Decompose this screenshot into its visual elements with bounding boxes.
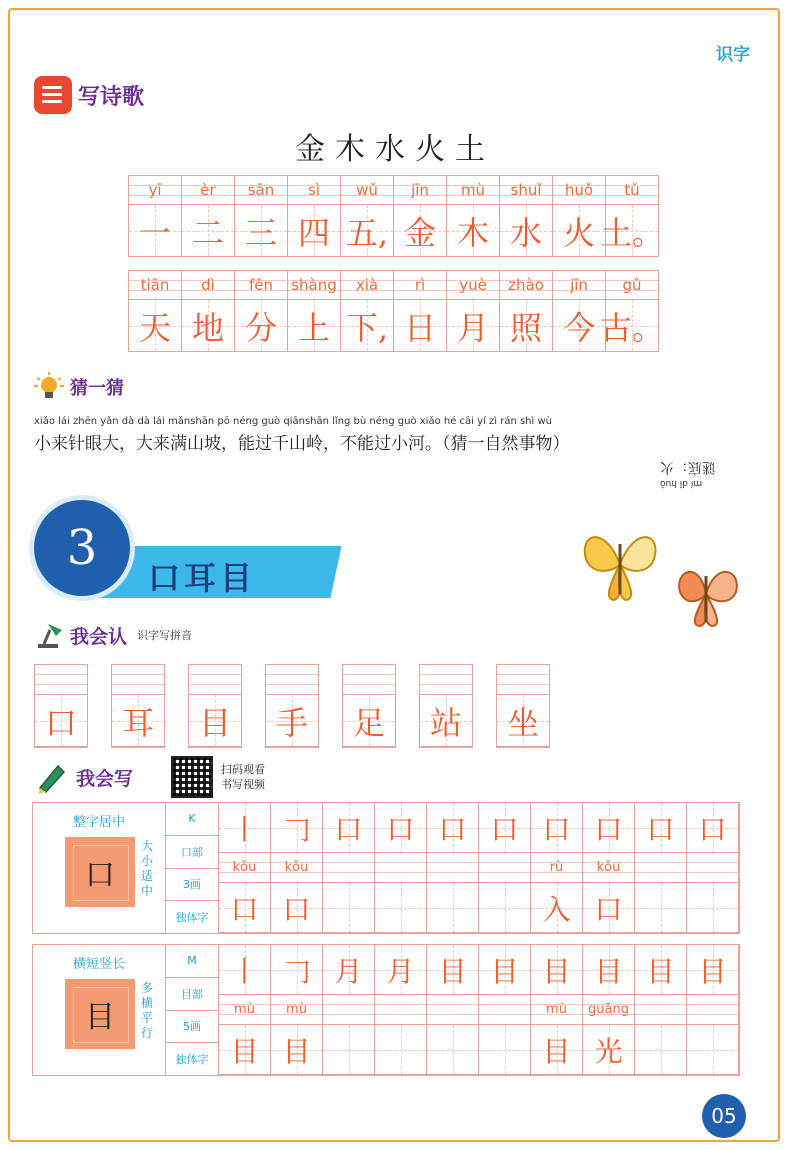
poem-cell [288, 175, 341, 257]
stroke-row [219, 803, 739, 853]
pinyin-text: gǔ [606, 270, 658, 300]
poem-cell [182, 270, 235, 352]
hanzi-text: 土。 [600, 213, 665, 252]
stroke-cell [583, 803, 635, 853]
butterfly-orange-icon [666, 552, 746, 632]
pinyin-text: dì [182, 270, 234, 300]
stroke-cell [271, 803, 323, 853]
poem-cell [600, 270, 665, 352]
riddle-pinyin: xiǎo lái zhēn yǎn dà dà lái mǎnshān pō néng guò qiānshān lǐng bù néng guò xiǎo hé cāi yí zì rán shì wù [34, 416, 552, 427]
stroke-text: 目 [542, 954, 571, 988]
char-info-item: 独体字 [175, 1053, 209, 1067]
learn-char: 坐 [506, 703, 539, 742]
stroke-text: 口 [334, 812, 363, 846]
hanzi-text: 水 [509, 213, 542, 252]
qr-caption [221, 762, 265, 792]
pinyin-text: jīn [394, 175, 446, 205]
hanzi-text: 古。 [600, 308, 665, 347]
practice-text: 口 [594, 892, 623, 926]
pinyin-text: yī [129, 175, 181, 205]
word-pinyin [427, 995, 479, 1025]
stroke-cell [479, 945, 531, 995]
practice-text: 入 [542, 892, 571, 926]
learn-char-cell [266, 695, 318, 747]
practice-cell[interactable] [219, 1025, 271, 1075]
pinyin-text: mù [447, 175, 499, 205]
pinyin-text: èr [182, 175, 234, 205]
model-char-box [65, 837, 135, 907]
stroke-cell [635, 945, 687, 995]
word-pinyin: mù [531, 995, 583, 1025]
poem-cell [341, 270, 394, 352]
pinyin-blank [497, 665, 549, 695]
hanzi-cell [553, 205, 605, 257]
stroke-text: 口 [594, 812, 623, 846]
stroke-text: 丨 [230, 954, 259, 988]
pinyin-text: fēn [235, 270, 287, 300]
word-pinyin [479, 995, 531, 1025]
stroke-cell [323, 803, 375, 853]
hanzi-text: 分 [244, 308, 277, 347]
poem-line-2 [128, 270, 665, 352]
pinyin-blank [266, 665, 318, 695]
hanzi-cell [500, 205, 552, 257]
pinyin-text: yuè [447, 270, 499, 300]
hanzi-cell [600, 300, 665, 352]
hanzi-cell [394, 300, 446, 352]
hanzi-cell [129, 300, 181, 352]
model-char: 口 [85, 858, 115, 893]
stroke-text: 𠃌 [282, 954, 311, 988]
hanzi-text: 四 [297, 213, 330, 252]
hanzi-text: 今 [562, 308, 595, 347]
char-info [166, 945, 219, 1075]
practice-cell[interactable] [427, 1025, 479, 1075]
model-char-box [65, 979, 135, 1049]
stroke-cell [531, 803, 583, 853]
hanzi-cell [235, 300, 287, 352]
stroke-cell [271, 945, 323, 995]
learn-cell [34, 664, 88, 748]
learn-char: 站 [429, 703, 462, 742]
hanzi-cell [394, 205, 446, 257]
pinyin-text: tiān [129, 270, 181, 300]
stroke-cell [687, 803, 739, 853]
list-icon [34, 76, 72, 114]
hanzi-cell [341, 300, 393, 352]
pinyin-text: zhào [500, 270, 552, 300]
stroke-cell [583, 945, 635, 995]
practice-cell[interactable] [375, 1025, 427, 1075]
lesson-title: 口耳目 [148, 559, 257, 597]
stroke-cell [687, 945, 739, 995]
char-tip: 整字居中 [72, 815, 125, 830]
char-tip: 横短竖长 [72, 957, 125, 972]
hanzi-cell [600, 205, 665, 257]
pinyin-blank [35, 665, 87, 695]
practice-cell[interactable] [479, 883, 531, 933]
practice-cell[interactable] [583, 1025, 635, 1075]
qr-text-2: 书写视频 [221, 778, 266, 791]
write-block-kou [32, 802, 740, 934]
model-char: 目 [85, 1000, 115, 1035]
hanzi-text: 火 [562, 213, 595, 252]
word-pinyin [427, 853, 479, 883]
practice-row [219, 1025, 739, 1075]
butterfly-yellow-icon [574, 514, 666, 606]
practice-text: 光 [594, 1034, 623, 1068]
pinyin-blank [420, 665, 472, 695]
writing-grid [219, 945, 739, 1075]
learn-section-subtitle: 识字写拼音 [137, 629, 193, 642]
hanzi-text: 天 [138, 308, 171, 347]
learn-characters [34, 664, 550, 748]
hanzi-cell [288, 205, 340, 257]
poem-cell [394, 175, 447, 257]
poem-cell [447, 175, 500, 257]
learn-char: 手 [275, 703, 308, 742]
qr-code-icon[interactable] [171, 756, 213, 798]
poem-cell [553, 270, 606, 352]
pinyin-text: jīn [553, 270, 605, 300]
word-pinyin [323, 995, 375, 1025]
hanzi-cell [341, 205, 393, 257]
hanzi-text: 一 [138, 213, 171, 252]
pinyin-blank [343, 665, 395, 695]
stroke-text: 口 [698, 812, 727, 846]
pinyin-blank [112, 665, 164, 695]
learn-char-cell [497, 695, 549, 747]
word-pinyin: kǒu [583, 853, 635, 883]
practice-cell[interactable] [635, 883, 687, 933]
practice-cell[interactable] [323, 883, 375, 933]
write-block-mu [32, 944, 740, 1076]
pinyin-text: tǔ [606, 175, 658, 205]
practice-cell[interactable] [531, 883, 583, 933]
practice-cell[interactable] [323, 1025, 375, 1075]
poem-title: 金木水火土 [295, 132, 495, 167]
hanzi-text: 二 [191, 213, 224, 252]
pinyin-blank [189, 665, 241, 695]
poem-cell [128, 175, 182, 257]
lesson-number: 3 [34, 500, 130, 596]
practice-cell[interactable] [271, 1025, 323, 1075]
word-pinyin [479, 853, 531, 883]
pinyin-text: sān [235, 175, 287, 205]
poem-section-title: 写诗歌 [78, 84, 145, 110]
word-pinyin: mù [219, 995, 271, 1025]
stroke-cell [427, 945, 479, 995]
stroke-text: 目 [698, 954, 727, 988]
stroke-text: 口 [542, 812, 571, 846]
stroke-text: 目 [594, 954, 623, 988]
stroke-cell [635, 803, 687, 853]
page-number: 05 [702, 1094, 746, 1138]
stroke-text: 目 [438, 954, 467, 988]
stroke-text: 口 [490, 812, 519, 846]
learn-char-cell [420, 695, 472, 747]
poem-cell [182, 175, 235, 257]
pinyin-row [219, 853, 739, 883]
stroke-text: 口 [438, 812, 467, 846]
riddle-text: 小来针眼大，大来满山坡，能过千山岭，不能过小河。（猜一自然事物） [34, 434, 570, 454]
practice-cell[interactable] [583, 883, 635, 933]
char-model [33, 945, 166, 1075]
corner-label: 识字 [716, 45, 750, 65]
stroke-cell [375, 945, 427, 995]
stroke-text: 口 [386, 812, 415, 846]
practice-cell[interactable] [219, 883, 271, 933]
word-pinyin [375, 995, 427, 1025]
hanzi-text: 下, [345, 308, 389, 347]
word-pinyin: mù [271, 995, 323, 1025]
learn-cell [265, 664, 319, 748]
stroke-text: 月 [386, 954, 415, 988]
pinyin-text: shuǐ [500, 175, 552, 205]
practice-row [219, 883, 739, 933]
riddle-answer-box [660, 458, 720, 498]
riddle-section-title: 猜一猜 [70, 378, 124, 399]
char-info-item: M [166, 945, 218, 978]
hanzi-text: 月 [456, 308, 489, 347]
word-pinyin [635, 995, 687, 1025]
hanzi-text: 地 [191, 308, 224, 347]
poem-cell [553, 175, 606, 257]
practice-text: 目 [230, 1034, 259, 1068]
hanzi-text: 照 [509, 308, 542, 347]
stroke-cell [219, 803, 271, 853]
stroke-cell [219, 945, 271, 995]
word-pinyin [687, 853, 739, 883]
hanzi-cell [447, 205, 499, 257]
word-pinyin: kǒu [271, 853, 323, 883]
word-pinyin: rù [531, 853, 583, 883]
learn-cell [342, 664, 396, 748]
qr-text-1: 扫码观看 [221, 763, 266, 776]
poem-cell [394, 270, 447, 352]
hanzi-text: 五, [345, 213, 389, 252]
practice-text: 口 [282, 892, 311, 926]
learn-char-cell [189, 695, 241, 747]
poem-cell [288, 270, 341, 352]
practice-text: 目 [542, 1034, 571, 1068]
stroke-cell [323, 945, 375, 995]
learn-char-cell [343, 695, 395, 747]
char-info-item: 独体字 [175, 911, 209, 925]
pinyin-text: shàng [288, 270, 340, 300]
hanzi-text: 上 [297, 308, 330, 347]
char-vertical-tip: 大小适中 [140, 839, 153, 898]
practice-text: 口 [230, 892, 259, 926]
poem-cell [128, 270, 182, 352]
pinyin-text: huǒ [553, 175, 605, 205]
hanzi-text: 三 [244, 213, 277, 252]
practice-cell[interactable] [375, 883, 427, 933]
learn-cell [419, 664, 473, 748]
learn-section-title: 我会认 [70, 625, 128, 648]
practice-cell[interactable] [687, 883, 739, 933]
practice-cell[interactable] [271, 883, 323, 933]
pinyin-text: sì [288, 175, 340, 205]
learn-cell [188, 664, 242, 748]
poem-cell [447, 270, 500, 352]
stroke-text: 目 [646, 954, 675, 988]
hanzi-cell [288, 300, 340, 352]
poem-cell [235, 270, 288, 352]
practice-cell[interactable] [687, 1025, 739, 1075]
riddle-answer: 谜底：火 [660, 459, 716, 475]
hanzi-text: 木 [456, 213, 489, 252]
writing-grid [219, 803, 739, 933]
hanzi-text: 日 [403, 308, 436, 347]
stroke-cell [479, 803, 531, 853]
learn-char: 口 [44, 703, 77, 742]
char-info [166, 803, 219, 933]
poem-cell [500, 175, 553, 257]
practice-text: 目 [282, 1034, 311, 1068]
hanzi-cell [182, 300, 234, 352]
learn-char-cell [35, 695, 87, 747]
practice-cell[interactable] [479, 1025, 531, 1075]
learn-cell [496, 664, 550, 748]
poem-cell [235, 175, 288, 257]
desk-lamp-icon [34, 620, 64, 650]
hanzi-cell [553, 300, 605, 352]
hanzi-cell [500, 300, 552, 352]
riddle-section-header [34, 372, 124, 402]
hanzi-cell [129, 205, 181, 257]
pinyin-text: rì [394, 270, 446, 300]
poem-section-header [34, 76, 144, 114]
pen-icon [34, 760, 68, 794]
hanzi-cell [182, 205, 234, 257]
learn-char-cell [112, 695, 164, 747]
pinyin-text: xià [341, 270, 393, 300]
word-pinyin [687, 995, 739, 1025]
write-section-title: 我会写 [76, 767, 134, 790]
char-info-item: 3画 [166, 869, 218, 902]
stroke-text: 口 [646, 812, 675, 846]
poem-cell [341, 175, 394, 257]
stroke-text: 𠃌 [282, 812, 311, 846]
practice-cell[interactable] [531, 1025, 583, 1075]
learn-section-header [34, 620, 192, 650]
stroke-text: 目 [490, 954, 519, 988]
char-info-item: 口部 [166, 836, 218, 869]
stroke-text: 丨 [230, 812, 259, 846]
stroke-cell [427, 803, 479, 853]
learn-char: 目 [198, 703, 231, 742]
hanzi-text: 金 [403, 213, 436, 252]
word-pinyin: guāng [583, 995, 635, 1025]
lightbulb-icon [34, 372, 64, 402]
poem-line-1 [128, 175, 665, 257]
char-info-item: 5画 [166, 1011, 218, 1044]
poem-cell [600, 175, 665, 257]
stroke-cell [531, 945, 583, 995]
pinyin-text: wǔ [341, 175, 393, 205]
pinyin-row [219, 995, 739, 1025]
char-info-item: 目部 [166, 978, 218, 1011]
practice-cell[interactable] [427, 883, 479, 933]
stroke-cell [375, 803, 427, 853]
write-section-header [34, 756, 265, 798]
word-pinyin [635, 853, 687, 883]
char-vertical-tip: 多横平行 [140, 981, 153, 1040]
word-pinyin: kǒu [219, 853, 271, 883]
learn-char: 耳 [121, 703, 154, 742]
learn-cell [111, 664, 165, 748]
riddle-answer-pinyin: mí dǐ huǒ [660, 478, 703, 488]
learn-char: 足 [352, 703, 385, 742]
char-info-item: K [166, 803, 218, 836]
practice-cell[interactable] [635, 1025, 687, 1075]
poem-cell [500, 270, 553, 352]
word-pinyin [375, 853, 427, 883]
stroke-text: 月 [334, 954, 363, 988]
word-pinyin [323, 853, 375, 883]
hanzi-cell [447, 300, 499, 352]
char-model [33, 803, 166, 933]
hanzi-cell [235, 205, 287, 257]
stroke-row [219, 945, 739, 995]
